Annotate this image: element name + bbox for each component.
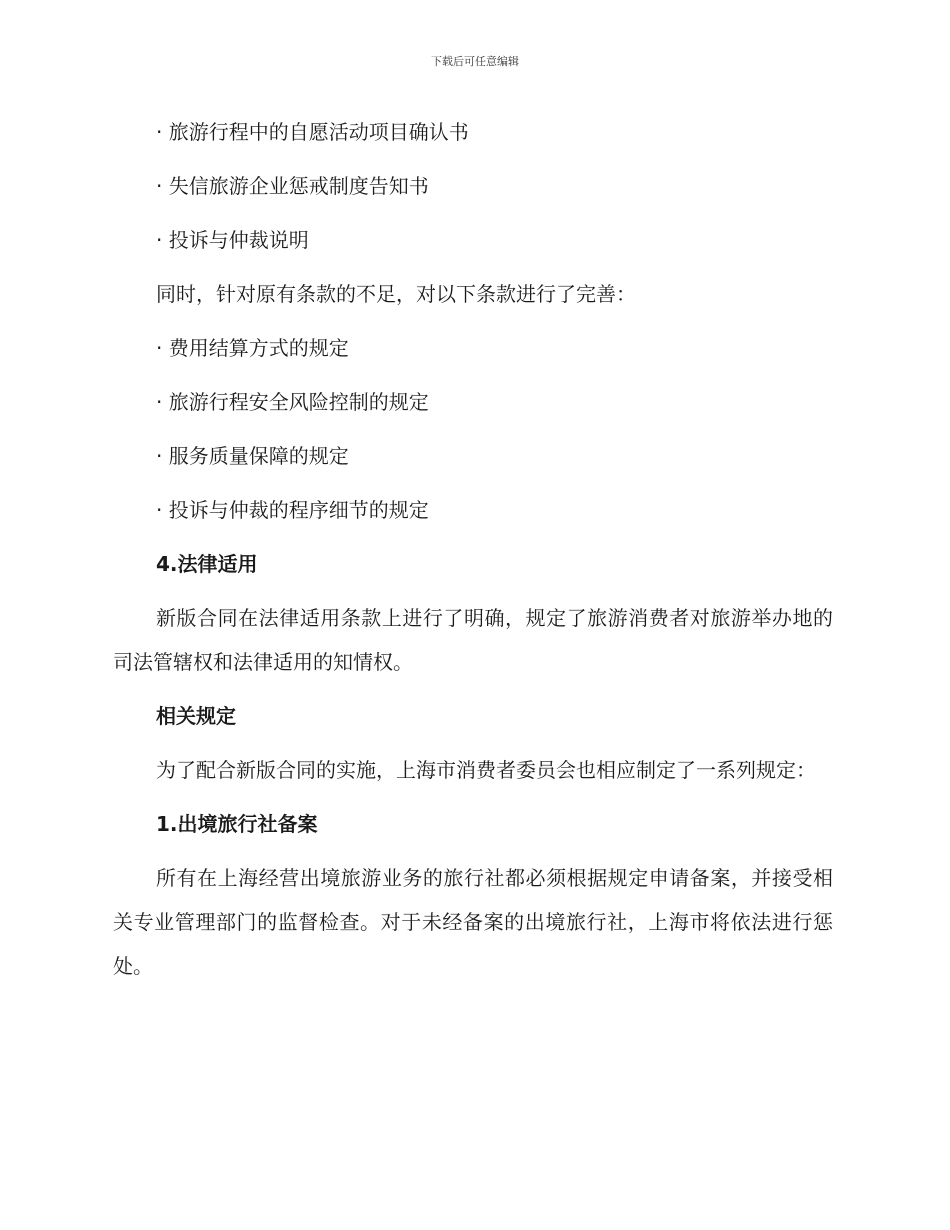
paragraph: 新版合同在法律适用条款上进行了明确，规定了旅游消费者对旅游举办地的司法管辖权和法律适用的知情权。	[113, 606, 833, 674]
list-item: · 旅游行程安全风险控制的规定	[156, 390, 429, 414]
paragraph: 为了配合新版合同的实施，上海市消费者委员会也相应制定了一系列规定：	[156, 758, 816, 782]
section-heading: 4.法律适用	[156, 552, 258, 576]
paragraph: 所有在上海经营出境旅游业务的旅行社都必须根据规定申请备案，并接受相关专业管理部门的监督检查。对于未经备案的出境旅行社，上海市将依法进行惩处。	[113, 866, 833, 978]
list-item: · 旅游行程中的自愿活动项目确认书	[156, 120, 469, 144]
list-item: · 投诉与仲裁说明	[156, 228, 309, 252]
page-header: 下载后可任意编辑	[431, 55, 519, 68]
section-heading: 相关规定	[156, 704, 236, 728]
list-item: · 投诉与仲裁的程序细节的规定	[156, 498, 429, 522]
list-item: · 费用结算方式的规定	[156, 336, 349, 360]
section-heading: 1.出境旅行社备案	[156, 812, 318, 836]
document-body	[113, 110, 833, 998]
list-item: · 服务质量保障的规定	[156, 444, 349, 468]
list-item: · 失信旅游企业惩戒制度告知书	[156, 174, 429, 198]
paragraph: 同时，针对原有条款的不足，对以下条款进行了完善：	[156, 282, 636, 306]
